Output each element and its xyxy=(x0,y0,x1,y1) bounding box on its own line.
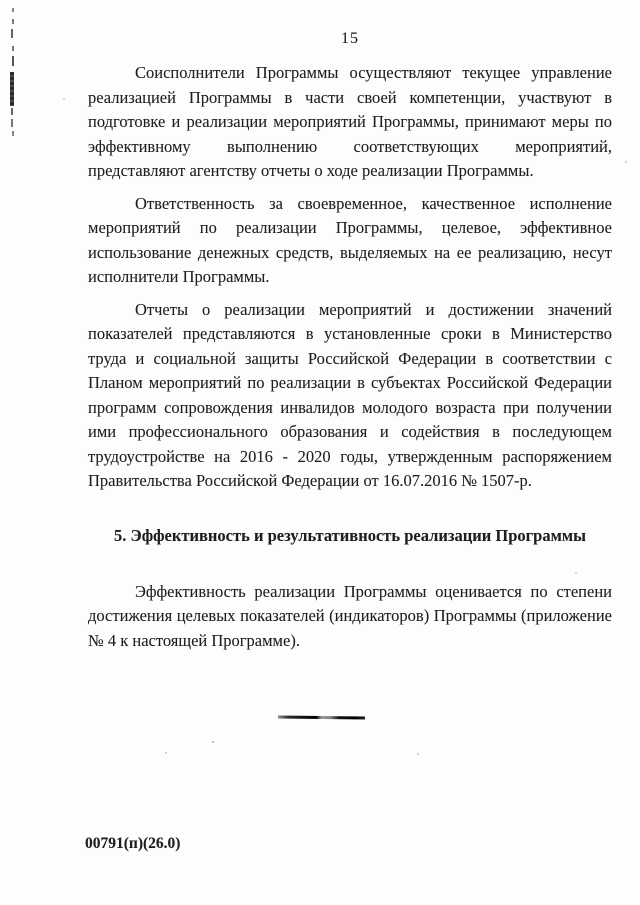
body-paragraph: Соисполнители Программы осуществляют текущее управление реализацией Программы в части своей компетенции, участвуют в подготовке и реализации мероприятий Программы, принимают меры по эффективному выполнению соответствующих мероприятий, представляют агентству отчеты о ходе реализации Программы. xyxy=(88,63,612,180)
page-number: 15 xyxy=(341,30,359,47)
signature-separator-line xyxy=(278,715,365,719)
body-paragraph: Эффективность реализации Программы оценивается по степени достижения целевых показателей (индикаторов) Программы (приложение № 4 к настоящей Программе). xyxy=(88,581,612,650)
body-paragraph: Отчеты о реализации мероприятий и достижении значений показателей представляются в установленные сроки в Министерство труда и социальной защиты Российской Федерации в соответствии с Планом мероприятий по реализации в субъектах Российской Федерации программ сопровождения инвалидов молодого возраста при получении ими профессионального образования и содействия в последующем трудоустройстве на 2016 - 2020 годы, утвержденным распоряжением Правительства Российской Федерации от 16.07.2016 № 1507-р. xyxy=(88,299,612,490)
section-heading: 5. Эффективность и результативность реализации Программы xyxy=(114,525,586,545)
footer-document-code: 00791(п)(26.0) xyxy=(85,835,181,852)
document-body xyxy=(88,61,612,661)
body-paragraph: Ответственность за своевременное, качественное исполнение мероприятий по реализации Программы, целевое, эффективное использование денежных средств, выделяемых на ее реализацию, несут исполнители Программы. xyxy=(88,193,612,286)
